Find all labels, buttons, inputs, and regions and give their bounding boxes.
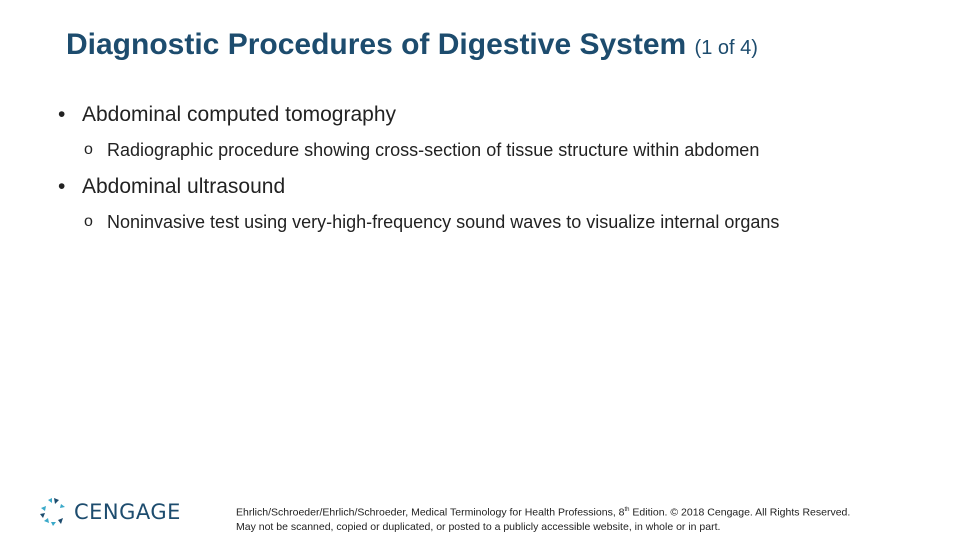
bullet-text: Abdominal computed tomography bbox=[82, 103, 397, 126]
sub-bullet-text: Noninvasive test using very-high-frequency sound waves to visualize internal organs bbox=[107, 212, 780, 232]
slide-title-suffix: (1 of 4) bbox=[694, 37, 758, 59]
copyright-superscript: th bbox=[624, 507, 630, 513]
sub-bullet-text: Radiographic procedure showing cross-section of tissue structure within abdomen bbox=[107, 140, 760, 160]
slide-title-text: Diagnostic Procedures of Digestive System bbox=[66, 28, 687, 61]
cengage-logo-text: CENGAGE bbox=[74, 500, 181, 524]
copyright-line-2: May not be scanned, copied or duplicated, or posted to a publicly accessible website, in whole or in part. bbox=[236, 520, 721, 533]
bullet-item bbox=[58, 174, 898, 234]
bullet-list bbox=[58, 102, 898, 234]
bullet-level1 bbox=[58, 102, 898, 128]
cengage-logo-mark-icon bbox=[38, 496, 68, 528]
copyright-footer bbox=[236, 503, 948, 534]
bullet-level2 bbox=[84, 138, 898, 162]
slide-title bbox=[66, 28, 758, 62]
bullet-dot-icon: • bbox=[58, 175, 66, 198]
bullet-level1 bbox=[58, 174, 898, 200]
cengage-logo bbox=[38, 496, 181, 528]
bullet-item bbox=[58, 102, 898, 162]
sub-bullet-circle-icon: o bbox=[84, 141, 93, 158]
bullet-dot-icon: • bbox=[58, 103, 66, 126]
bullet-level2 bbox=[84, 210, 898, 234]
bullet-text: Abdominal ultrasound bbox=[82, 175, 286, 198]
copyright-line-1 bbox=[236, 503, 948, 520]
sub-bullet-circle-icon: o bbox=[84, 213, 93, 230]
copyright-text-post: Edition. © 2018 Cengage. All Rights Reserved. bbox=[629, 506, 851, 519]
copyright-text-pre: Ehrlich/Schroeder/Ehrlich/Schroeder, Medical Terminology for Health Professions, 8 bbox=[236, 506, 625, 519]
